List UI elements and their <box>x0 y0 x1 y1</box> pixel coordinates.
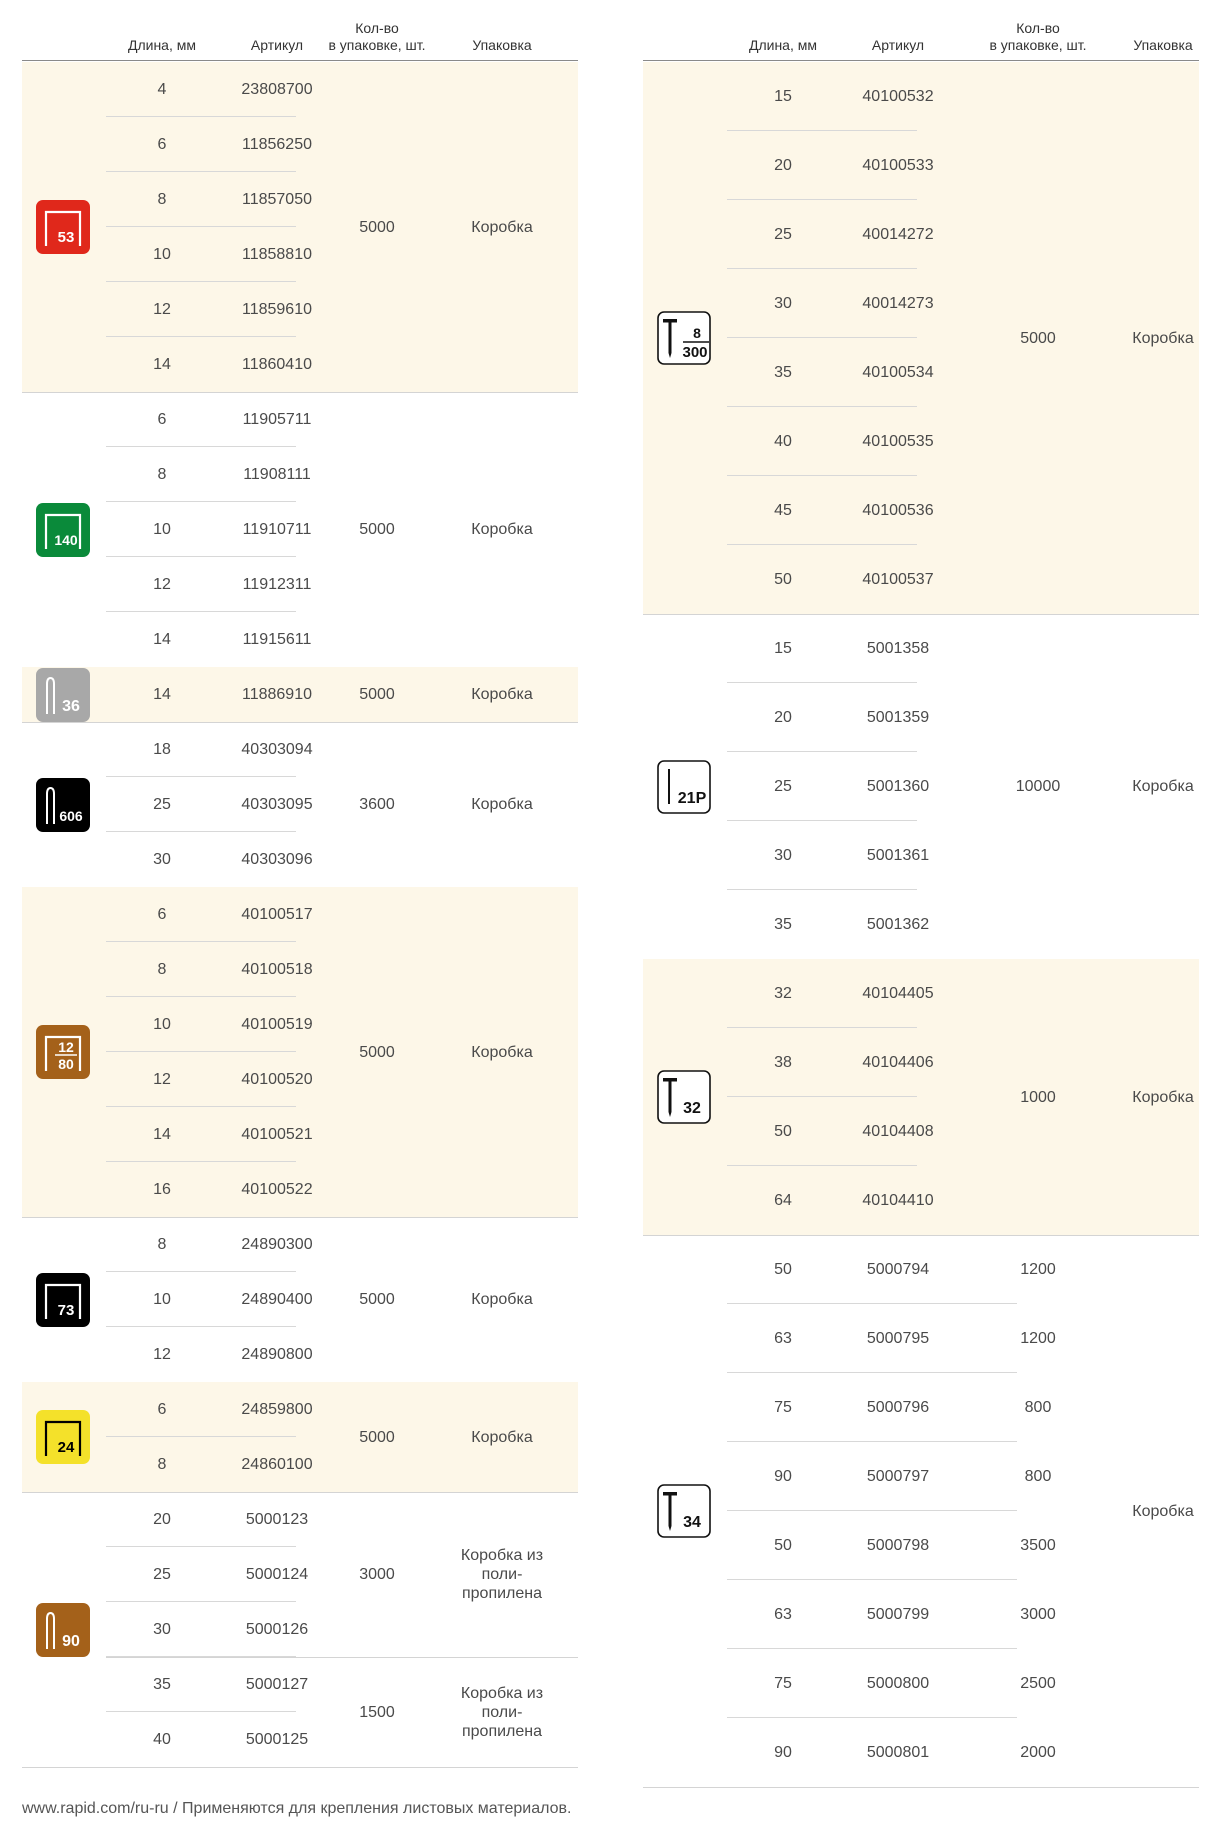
pack-cell: Коробка <box>1132 1502 1194 1520</box>
header-length: Длина, мм <box>127 37 197 53</box>
length-cell: 32 <box>774 984 792 1002</box>
length-cell: 50 <box>774 1260 792 1278</box>
length-cell: 14 <box>153 1125 171 1143</box>
length-cell: 45 <box>774 501 792 519</box>
length-cell: 50 <box>774 1536 792 1554</box>
length-cell: 18 <box>153 740 171 758</box>
article-cell: 5000127 <box>245 1675 309 1693</box>
product-group <box>22 1492 578 1768</box>
svg-text:8: 8 <box>693 325 701 341</box>
article-cell: 40303096 <box>241 850 313 868</box>
pack-cell: Коробка из поли- пропилена <box>460 1684 544 1740</box>
article-cell: 5000798 <box>866 1536 930 1554</box>
qty-cell: 5000 <box>359 521 395 538</box>
article-cell: 11908111 <box>243 465 311 483</box>
article-cell: 11858810 <box>242 245 312 263</box>
header-qty: Кол-во в упаковке, шт. <box>989 20 1087 53</box>
article-cell: 5001359 <box>866 708 930 726</box>
product-group <box>22 392 578 668</box>
length-cell: 10 <box>153 1015 171 1033</box>
length-cell: 35 <box>774 915 792 933</box>
pack-cell: Коробка <box>471 521 533 538</box>
length-cell: 50 <box>774 570 792 588</box>
article-cell: 40100517 <box>241 905 313 923</box>
length-cell: 6 <box>157 1400 167 1418</box>
article-cell: 5001362 <box>866 915 930 933</box>
article-cell: 5000126 <box>245 1620 309 1638</box>
qty-cell: 5000 <box>359 686 395 703</box>
qty-cell: 5000 <box>1020 329 1056 347</box>
article-cell: 5001358 <box>866 639 930 657</box>
header-length: Длина, мм <box>748 37 818 53</box>
length-cell: 8 <box>157 1235 167 1253</box>
article-cell: 40104410 <box>862 1191 934 1209</box>
qty-cell: 3000 <box>1020 1605 1056 1623</box>
length-cell: 12 <box>153 1070 171 1088</box>
qty-cell: 3600 <box>359 796 395 813</box>
length-cell: 4 <box>157 80 167 98</box>
length-cell: 64 <box>774 1191 792 1209</box>
header-article: Артикул <box>871 37 925 53</box>
article-cell: 5000801 <box>866 1743 930 1761</box>
article-cell: 40100518 <box>241 960 313 978</box>
length-cell: 25 <box>774 225 792 243</box>
length-cell: 25 <box>153 795 171 813</box>
qty-cell: 1500 <box>359 1703 395 1721</box>
header-article: Артикул <box>250 37 304 53</box>
qty-cell: 1000 <box>1020 1088 1056 1106</box>
length-cell: 30 <box>774 846 792 864</box>
length-cell: 30 <box>153 1620 171 1638</box>
svg-text:140: 140 <box>54 531 78 548</box>
article-cell: 11857050 <box>242 190 312 208</box>
svg-text:73: 73 <box>57 1301 75 1319</box>
length-cell: 35 <box>153 1675 171 1693</box>
article-cell: 11910711 <box>242 520 312 538</box>
length-cell: 10 <box>153 520 171 538</box>
article-cell: 5000123 <box>245 1510 309 1528</box>
article-cell: 5001360 <box>866 777 930 795</box>
length-cell: 6 <box>157 905 167 923</box>
length-cell: 14 <box>153 630 171 648</box>
article-cell: 40100520 <box>241 1070 313 1088</box>
length-cell: 14 <box>153 355 171 373</box>
length-cell: 20 <box>774 708 792 726</box>
product-group <box>643 62 1199 615</box>
svg-text:12: 12 <box>58 1039 74 1055</box>
svg-text:34: 34 <box>683 1514 701 1531</box>
article-cell: 23808700 <box>241 80 313 98</box>
article-cell: 24860100 <box>241 1455 313 1473</box>
article-cell: 40100533 <box>862 156 934 174</box>
length-cell: 30 <box>774 294 792 312</box>
length-cell: 90 <box>774 1467 792 1485</box>
length-cell: 12 <box>153 300 171 318</box>
article-cell: 11860410 <box>242 355 312 373</box>
article-cell: 11859610 <box>242 300 312 318</box>
article-cell: 24859800 <box>241 1400 313 1418</box>
article-cell: 11856250 <box>242 135 312 153</box>
article-cell: 40100521 <box>241 1125 313 1143</box>
article-cell: 5000799 <box>866 1605 930 1623</box>
length-cell: 40 <box>153 1730 171 1748</box>
article-cell: 40100534 <box>862 363 934 381</box>
qty-cell: 800 <box>1024 1467 1052 1485</box>
length-cell: 12 <box>153 575 171 593</box>
article-cell: 11912311 <box>242 575 312 593</box>
article-cell: 11905711 <box>242 410 312 428</box>
length-cell: 90 <box>774 1743 792 1761</box>
pack-cell: Коробка <box>471 686 533 703</box>
pack-cell: Коробка <box>471 1291 533 1308</box>
article-cell: 5000125 <box>245 1730 309 1748</box>
article-cell: 5001361 <box>866 846 930 864</box>
pack-cell: Коробка <box>471 1043 533 1061</box>
article-cell: 40100519 <box>241 1015 313 1033</box>
article-cell: 40104406 <box>862 1053 934 1071</box>
footer-text: www.rapid.com/ru-ru / Применяются для крепления листовых материалов. <box>22 1800 572 1817</box>
qty-cell: 1200 <box>1020 1329 1056 1347</box>
article-cell: 5000124 <box>245 1565 309 1583</box>
qty-cell: 3500 <box>1020 1536 1056 1554</box>
qty-cell: 800 <box>1024 1398 1052 1416</box>
length-cell: 15 <box>774 87 792 105</box>
length-cell: 25 <box>774 777 792 795</box>
qty-cell: 5000 <box>359 218 395 236</box>
qty-cell: 3000 <box>359 1566 395 1583</box>
svg-text:90: 90 <box>62 1632 80 1650</box>
article-cell: 40014273 <box>862 294 934 312</box>
article-cell: 40100536 <box>862 501 934 519</box>
qty-cell: 5000 <box>359 1043 395 1061</box>
product-group <box>22 1382 578 1493</box>
header-qty: Кол-во в упаковке, шт. <box>328 20 426 53</box>
svg-text:606: 606 <box>59 807 83 824</box>
article-cell: 5000797 <box>866 1467 930 1485</box>
article-cell: 40104405 <box>862 984 934 1002</box>
product-group <box>22 1217 578 1383</box>
length-cell: 12 <box>153 1345 171 1363</box>
length-cell: 25 <box>153 1565 171 1583</box>
svg-text:80: 80 <box>58 1056 74 1072</box>
pack-cell: Коробка <box>1132 778 1194 795</box>
article-cell: 24890800 <box>241 1345 313 1363</box>
article-cell: 40100532 <box>862 87 934 105</box>
length-cell: 14 <box>153 685 171 703</box>
table-header <box>22 10 578 61</box>
length-cell: 63 <box>774 1605 792 1623</box>
length-cell: 75 <box>774 1398 792 1416</box>
length-cell: 6 <box>157 135 167 153</box>
article-cell: 11886910 <box>242 685 312 703</box>
article-cell: 40100522 <box>241 1180 313 1198</box>
svg-text:32: 32 <box>683 1100 701 1117</box>
length-cell: 38 <box>774 1053 792 1071</box>
qty-cell: 5000 <box>359 1291 395 1308</box>
qty-cell: 10000 <box>1015 778 1061 795</box>
header-pack: Упаковка <box>1133 37 1193 53</box>
article-cell: 40100537 <box>862 570 934 588</box>
article-cell: 11915611 <box>242 630 312 648</box>
article-cell: 5000796 <box>866 1398 930 1416</box>
length-cell: 15 <box>774 639 792 657</box>
length-cell: 16 <box>153 1180 171 1198</box>
svg-text:53: 53 <box>57 229 75 246</box>
length-cell: 20 <box>153 1510 171 1528</box>
qty-cell: 5000 <box>359 1428 395 1446</box>
qty-cell: 2000 <box>1020 1743 1056 1761</box>
length-cell: 75 <box>774 1674 792 1692</box>
article-cell: 40303095 <box>241 795 313 813</box>
length-cell: 10 <box>153 245 171 263</box>
length-cell: 40 <box>774 432 792 450</box>
svg-text:300: 300 <box>682 344 708 361</box>
length-cell: 8 <box>157 190 167 208</box>
svg-text:24: 24 <box>57 1439 75 1456</box>
pack-cell: Коробка <box>1132 329 1194 347</box>
table-header <box>643 10 1199 61</box>
pack-cell: Коробка <box>471 796 533 813</box>
pack-cell: Коробка <box>471 218 533 236</box>
length-cell: 35 <box>774 363 792 381</box>
header-pack: Упаковка <box>472 37 532 53</box>
product-group <box>22 667 578 723</box>
article-cell: 5000795 <box>866 1329 930 1347</box>
length-cell: 20 <box>774 156 792 174</box>
length-cell: 8 <box>157 465 167 483</box>
length-cell: 8 <box>157 1455 167 1473</box>
qty-cell: 2500 <box>1020 1674 1056 1692</box>
product-group <box>643 1235 1199 1788</box>
length-cell: 8 <box>157 960 167 978</box>
product-group <box>22 62 578 393</box>
length-cell: 63 <box>774 1329 792 1347</box>
article-cell: 40104408 <box>862 1122 934 1140</box>
length-cell: 6 <box>157 410 167 428</box>
article-cell: 24890400 <box>241 1290 313 1308</box>
svg-text:36: 36 <box>62 697 80 715</box>
pack-cell: Коробка из поли- пропилена <box>460 1547 544 1602</box>
product-group <box>22 722 578 888</box>
length-cell: 50 <box>774 1122 792 1140</box>
article-cell: 40014272 <box>862 225 934 243</box>
article-cell: 40303094 <box>241 740 313 758</box>
pack-cell: Коробка <box>471 1428 533 1446</box>
length-cell: 30 <box>153 850 171 868</box>
product-group <box>643 614 1199 960</box>
length-cell: 10 <box>153 1290 171 1308</box>
article-cell: 5000800 <box>866 1674 930 1692</box>
article-cell: 40100535 <box>862 432 934 450</box>
article-cell: 5000794 <box>866 1260 930 1278</box>
qty-cell: 1200 <box>1020 1260 1056 1278</box>
pack-cell: Коробка <box>1132 1088 1194 1106</box>
product-group <box>22 887 578 1218</box>
product-group <box>643 959 1199 1236</box>
article-cell: 24890300 <box>241 1235 313 1253</box>
svg-text:21P: 21P <box>677 789 707 807</box>
